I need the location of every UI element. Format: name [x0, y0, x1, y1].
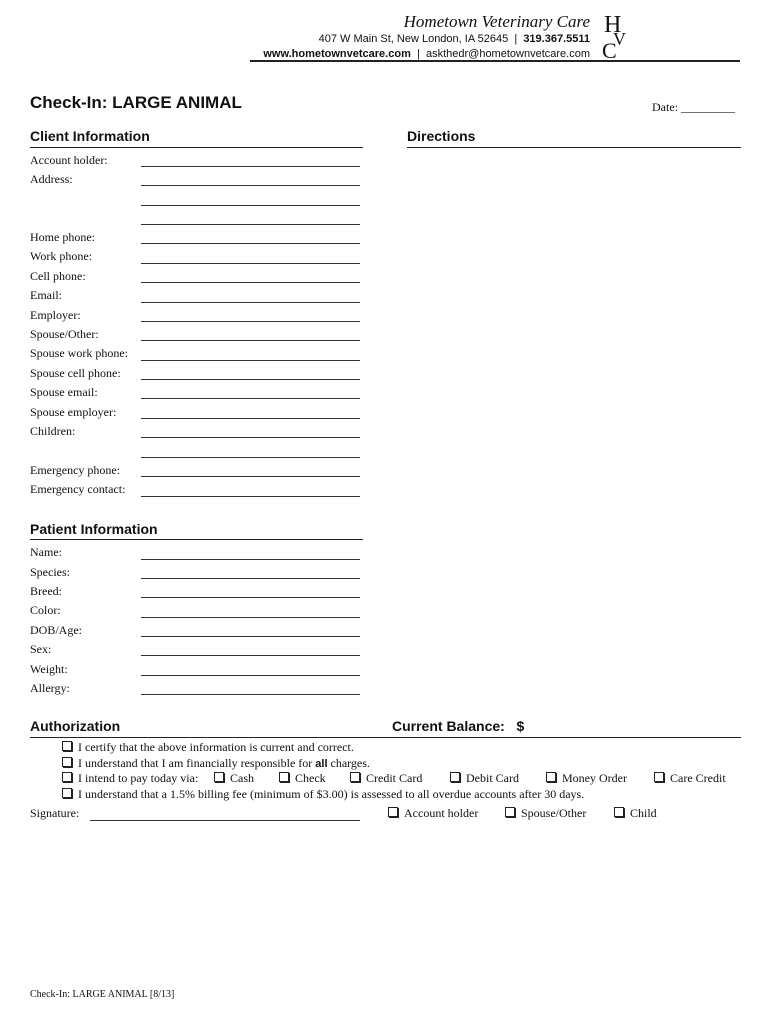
- label-species: Species:: [30, 565, 70, 579]
- pay-via-text: I intend to pay today via:: [78, 771, 199, 785]
- credit-card-checkbox[interactable]: [350, 772, 360, 782]
- child-label: Child: [630, 806, 657, 820]
- check-label: Check: [295, 771, 326, 785]
- field-color[interactable]: [141, 617, 360, 618]
- field-home-phone[interactable]: [141, 243, 360, 244]
- money-order-label: Money Order: [562, 771, 627, 785]
- clinic-phone: 319.367.5511: [523, 33, 590, 45]
- spouse-other-checkbox[interactable]: [505, 807, 515, 817]
- account-holder-label: Account holder: [404, 806, 479, 820]
- field-cell-phone[interactable]: [141, 282, 360, 283]
- client-info-heading: Client Information: [30, 128, 150, 144]
- credit-card-label: Credit Card: [366, 771, 423, 785]
- billing-fee-item[interactable]: [62, 787, 584, 802]
- responsible-item[interactable]: [62, 756, 370, 771]
- signature-label: Signature:: [30, 806, 80, 820]
- authorization-heading: Authorization: [30, 718, 121, 734]
- label-dob-age: DOB/Age:: [30, 623, 82, 637]
- client-info-rule: [30, 147, 363, 148]
- pay-option-care-credit[interactable]: [654, 771, 726, 786]
- field-email[interactable]: [141, 302, 360, 303]
- certify-item[interactable]: [62, 740, 354, 755]
- label-work-phone: Work phone:: [30, 249, 93, 263]
- header-rule: [250, 60, 740, 62]
- pay-via-checkbox[interactable]: [62, 772, 72, 782]
- logo-letter-h: H: [604, 12, 622, 38]
- field-emergency-contact[interactable]: [141, 496, 360, 497]
- field-work-phone[interactable]: [141, 263, 360, 264]
- signer-child[interactable]: [614, 806, 657, 821]
- directions-rule: [407, 147, 741, 148]
- pay-option-credit-card[interactable]: [350, 771, 422, 786]
- directions-heading: Directions: [407, 128, 476, 144]
- label-spouse-work-phone: Spouse work phone:: [30, 346, 128, 360]
- label-sex: Sex:: [30, 642, 52, 656]
- certify-checkbox[interactable]: [62, 741, 72, 751]
- field-weight[interactable]: [141, 675, 360, 676]
- label-weight: Weight:: [30, 662, 68, 676]
- debit-card-checkbox[interactable]: [450, 772, 460, 782]
- field-emergency-phone[interactable]: [141, 476, 360, 477]
- label-account-holder: Account holder:: [30, 153, 108, 167]
- care-credit-checkbox[interactable]: [654, 772, 664, 782]
- field-patient-name[interactable]: [141, 559, 360, 560]
- footer-text: Check-In: LARGE ANIMAL [8/13]: [30, 989, 175, 1000]
- label-spouse-cell-phone: Spouse cell phone:: [30, 366, 121, 380]
- responsible-text: I understand that I am financially responsible for: [78, 756, 316, 770]
- field-spouse-other[interactable]: [141, 340, 360, 341]
- responsible-checkbox[interactable]: [62, 757, 72, 767]
- field-children-1[interactable]: [141, 437, 360, 438]
- field-breed[interactable]: [141, 597, 360, 598]
- certify-text: I certify that the above information is current and correct.: [78, 740, 354, 754]
- field-dob-age[interactable]: [141, 636, 360, 637]
- label-employer: Employer:: [30, 308, 81, 322]
- authorization-rule: [30, 737, 741, 738]
- header-separator: |: [514, 33, 518, 45]
- billing-fee-text: I understand that a 1.5% billing fee (minimum of $3.00) is assessed to all overdue accounts after 30 days.: [78, 787, 585, 801]
- signature-field[interactable]: [90, 820, 360, 821]
- clinic-address-line: [319, 33, 590, 45]
- child-checkbox[interactable]: [614, 807, 624, 817]
- money-order-checkbox[interactable]: [546, 772, 556, 782]
- current-balance-symbol: $: [516, 718, 525, 734]
- cash-checkbox[interactable]: [214, 772, 224, 782]
- account-holder-checkbox[interactable]: [388, 807, 398, 817]
- label-cell-phone: Cell phone:: [30, 269, 86, 283]
- clinic-name: Hometown Veterinary Care: [403, 12, 590, 31]
- field-species[interactable]: [141, 578, 360, 579]
- field-children-2[interactable]: [141, 457, 360, 458]
- signer-account-holder[interactable]: [388, 806, 478, 821]
- patient-info-heading: Patient Information: [30, 521, 158, 537]
- header-separator-2: |: [416, 48, 420, 60]
- spouse-other-label: Spouse/Other: [521, 806, 587, 820]
- label-email: Email:: [30, 288, 62, 302]
- field-employer[interactable]: [141, 321, 360, 322]
- field-spouse-work-phone[interactable]: [141, 360, 360, 361]
- label-color: Color:: [30, 603, 61, 617]
- field-address-2[interactable]: [141, 205, 360, 206]
- pay-via-item[interactable]: [62, 771, 198, 786]
- cash-label: Cash: [230, 771, 254, 785]
- pay-option-debit-card[interactable]: [450, 771, 519, 786]
- patient-info-rule: [30, 539, 363, 540]
- label-home-phone: Home phone:: [30, 230, 95, 244]
- field-address-3[interactable]: [141, 224, 360, 225]
- label-children: Children:: [30, 424, 76, 438]
- label-spouse-employer: Spouse employer:: [30, 405, 117, 419]
- label-breed: Breed:: [30, 584, 62, 598]
- label-allergy: Allergy:: [30, 681, 70, 695]
- debit-card-label: Debit Card: [466, 771, 519, 785]
- form-title: Check-In: LARGE ANIMAL: [30, 93, 242, 112]
- clinic-address: 407 W Main St, New London, IA 52645: [318, 33, 509, 45]
- billing-fee-checkbox[interactable]: [62, 788, 72, 798]
- responsible-all: all: [315, 758, 328, 770]
- logo-letter-c: C: [602, 38, 617, 60]
- clinic-logo: [600, 12, 640, 60]
- clinic-website: www.hometownvetcare.com: [263, 48, 411, 60]
- field-sex[interactable]: [141, 655, 360, 656]
- pay-option-cash[interactable]: [214, 771, 254, 786]
- field-allergy[interactable]: [141, 694, 360, 695]
- field-spouse-cell-phone[interactable]: [141, 379, 360, 380]
- label-spouse-other: Spouse/Other:: [30, 327, 99, 341]
- logo-letter-v: V: [613, 29, 626, 49]
- label-emergency-contact: Emergency contact:: [30, 482, 126, 496]
- field-spouse-employer[interactable]: [141, 418, 360, 419]
- current-balance-label: Current Balance:: [392, 718, 505, 734]
- check-checkbox[interactable]: [279, 772, 289, 782]
- date-field[interactable]: Date: _________: [652, 100, 735, 114]
- signer-spouse-other[interactable]: [505, 806, 586, 821]
- label-emergency-phone: Emergency phone:: [30, 463, 121, 477]
- care-credit-label: Care Credit: [670, 771, 726, 785]
- pay-option-money-order[interactable]: [546, 771, 627, 786]
- label-spouse-email: Spouse email:: [30, 385, 98, 399]
- field-address-1[interactable]: [141, 185, 360, 186]
- label-address: Address:: [30, 172, 73, 186]
- directions-area[interactable]: [407, 152, 741, 672]
- field-spouse-email[interactable]: [141, 398, 360, 399]
- clinic-email: askthedr@hometownvetcare.com: [425, 48, 590, 60]
- clinic-contact-line: [263, 48, 590, 60]
- field-account-holder[interactable]: [141, 166, 360, 167]
- current-balance: [392, 718, 524, 734]
- label-patient-name: Name:: [30, 545, 62, 559]
- pay-option-check[interactable]: [279, 771, 326, 786]
- responsible-text-end: charges.: [327, 756, 370, 770]
